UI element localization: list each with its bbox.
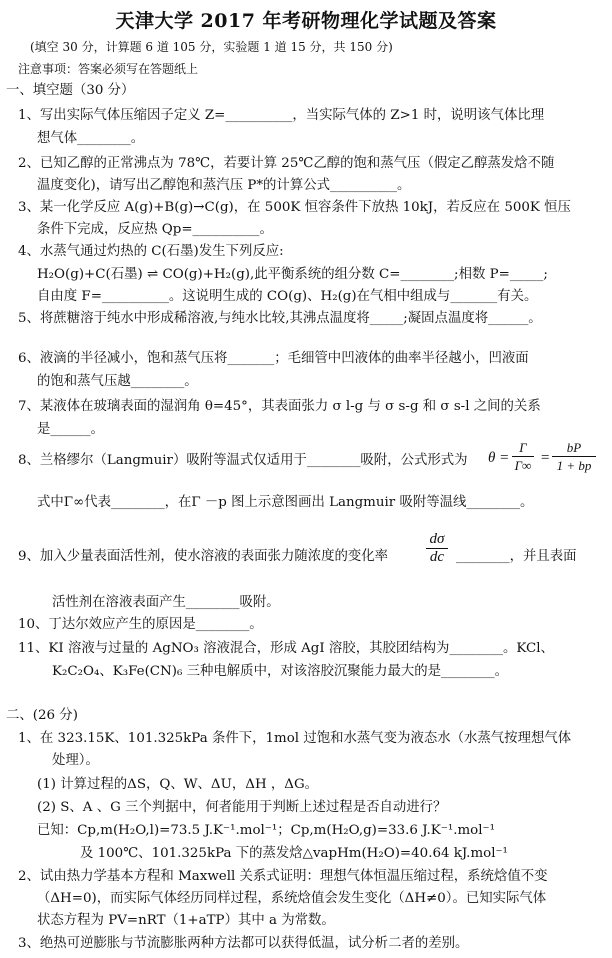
q6-line1: 6、液滴的半径减小，饱和蒸气压将_______；毛细管中凹液体的曲率半径越小，凹液面 [18, 351, 529, 366]
q9-line1: 9、加入少量表面活性剂，使水溶液的表面张力随浓度的变化率 [18, 549, 389, 564]
q2-line2: 温度变化)，请写出乙醇饱和蒸汽压 P*的计算公式__________。 [37, 178, 411, 193]
q7-line1: 7、某液体在玻璃表面的湿润角 θ=45°，其表面张力 σ l-g 与 σ s-g 和 σ s-l 之间的关系 [18, 399, 541, 414]
s2-q1-given2: 及 100℃、101.325kPa 下的蒸发焓△vapHm(H₂O)=40.64 kJ.mol⁻¹ [80, 846, 508, 861]
formula8-num1: Γ [519, 440, 527, 455]
q1-line2: 想气体________。 [37, 131, 145, 146]
q10-line1: 10、丁达尔效应产生的原因是________。 [18, 617, 263, 632]
formula8-eq: = [540, 450, 551, 466]
q4-line3: 自由度 F=__________。这说明生成的 CO(g)、H₂(g)在气相中组成与_______有关。 [37, 289, 538, 304]
formula8-fraction1 [512, 440, 534, 473]
formula8-fraction2 [552, 440, 596, 473]
q8-line2: 式中Γ∞代表________，在Γ －p 图上示意图画出 Langmuir 吸附等温线________。 [37, 495, 534, 510]
formula8-den1: Γ∞ [514, 458, 532, 473]
s2-q1-line2: 处理）。 [52, 753, 99, 768]
section2-heading: 二、(26 分) [6, 708, 78, 723]
s2-q2-line3: 状态方程为 PV=nRT（1+aTP）其中 a 为常数。 [37, 913, 335, 928]
formula8-den2: 1 + bp [556, 458, 592, 473]
s2-q3-line1: 3、绝热可逆膨胀与节流膨胀两种方法都可以获得低温，试分析二者的差别。 [18, 936, 469, 951]
q11-line1: 11、KI 溶液与过量的 AgNO₃ 溶液混合，形成 AgI 溶胶，其胶团结构为________。KCl、 [18, 641, 554, 656]
q7-line2: 是______。 [37, 422, 104, 437]
s2-q1-part2: (2) S、A 、G 三个判据中，何者能用于判断上述过程是否自动进行？ [37, 800, 447, 815]
score-summary: (填空 30 分，计算题 6 道 105 分，实验题 1 道 15 分，共 150 分) [30, 40, 393, 54]
q4-line2: H₂O(g)+C(石墨) ⇌ CO(g)+H₂(g),此平衡系统的组分数 C=________;相数 P=_____; [37, 267, 548, 282]
s2-q2-line1: 2、试由热力学基本方程和 Maxwell 关系式证明：理想气体恒温压缩过程，系统焓值不变 [18, 869, 548, 884]
q4-line1: 4、水蒸气通过灼热的 C(石墨)发生下列反应: [18, 244, 284, 259]
q11-line2: K₂C₂O₄、K₃Fe(CN)₆ 三种电解质中，对该溶胶沉聚能力最大的是________。 [52, 664, 508, 679]
q5-line1: 5、将蔗糖溶于纯水中形成稀溶液,与纯水比较,其沸点温度将_____;凝固点温度将______。 [18, 311, 542, 326]
q8-line1: 8、兰格缪尔（Langmuir）吸附等温式仅适用于________吸附，公式形式为 [18, 453, 468, 468]
s2-q1-line1: 1、在 323.15K、101.325kPa 条件下，1mol 过饱和水蒸气变为液态水（水蒸气按理想气体 [18, 731, 572, 746]
q3-line2: 条件下完成，反应热 Qp=__________。 [37, 222, 273, 237]
page-title: 天津大学 2017 年考研物理化学试题及答案 [115, 10, 497, 32]
q9-line1-tail: ________，并且表面 [456, 549, 577, 564]
q3-line1: 3、某一化学反应 A(g)+B(g)→C(g)，在 500K 恒容条件下放热 10kJ，若反应在 500K 恒压 [18, 200, 571, 215]
formula8-num2: bP [566, 440, 582, 455]
q1-line1: 1、写出实际气体压缩因子定义 Z=__________，当实际气体的 Z>1 时，说明该气体比理 [18, 108, 545, 123]
s2-q1-part1: (1) 计算过程的ΔS，Q、W、ΔU，ΔH ，ΔG。 [37, 777, 319, 792]
formula9-den: dc [429, 549, 445, 565]
formula8-lhs: θ = [488, 450, 510, 466]
formula9-fraction [426, 532, 448, 565]
formula9-num: dσ [429, 531, 445, 547]
s2-q2-line2: （ΔH=0)，而实际气体经历同样过程，系统焓值会发生变化（ΔH≠0）。已知实际气体 [37, 891, 547, 906]
q2-line1: 2、已知乙醇的正常沸点为 78℃，若要计算 25℃乙醇的饱和蒸气压（假定乙醇蒸发焓不随 [18, 156, 555, 171]
section1-heading: 一、填空题（30 分） [6, 83, 135, 98]
q9-line2: 活性剂在溶液表面产生________吸附。 [52, 595, 280, 610]
q6-line2: 的饱和蒸气压越________。 [37, 374, 198, 389]
s2-q1-given1: 已知：Cp,m(H₂O,l)=73.5 J.K⁻¹.mol⁻¹；Cp,m(H₂O,g)=33.6 J.K⁻¹.mol⁻¹ [37, 823, 495, 838]
notice: 注意事项：答案必须写在答题纸上 [18, 62, 199, 76]
